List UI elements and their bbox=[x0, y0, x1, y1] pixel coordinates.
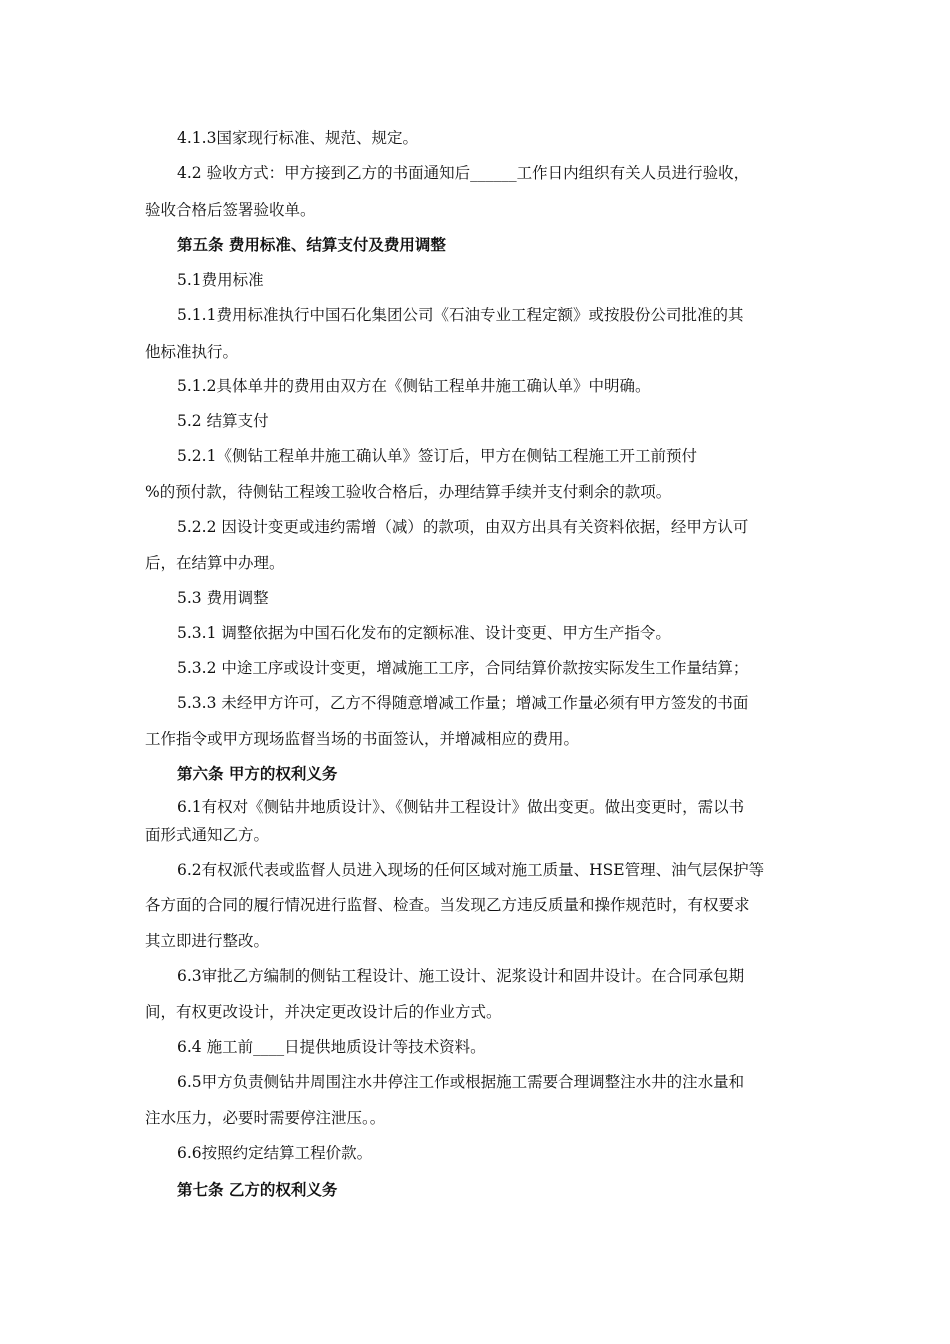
article-6-heading: 第六条 甲方的权利义务 bbox=[177, 764, 338, 783]
clause-4-1-3: 4.1.3国家现行标准、规范、规定。 bbox=[177, 129, 418, 147]
clause-6-1: 6.1有权对《侧钻井地质设计》、《侧钻井工程设计》做出变更。做出变更时，需以书 bbox=[177, 798, 745, 816]
clause-6-5-cont: 注水压力，必要时需要停注泄压。。 bbox=[145, 1109, 386, 1127]
clause-5-1-1-cont: 他标准执行。 bbox=[145, 343, 239, 361]
clause-5-2-1: 5.2.1《侧钻工程单井施工确认单》签订后，甲方在侧钻工程施工开工前预付 bbox=[177, 447, 697, 465]
clause-5-2-1-cont: %的预付款，待侧钻工程竣工验收合格后，办理结算手续并支付剩余的款项。 bbox=[145, 483, 672, 501]
article-7-heading: 第七条 乙方的权利义务 bbox=[177, 1180, 338, 1199]
clause-6-1-cont: 面形式通知乙方。 bbox=[145, 826, 270, 844]
clause-6-2-cont-2: 其立即进行整改。 bbox=[145, 932, 270, 950]
clause-5-1-1: 5.1.1费用标准执行中国石化集团公司《石油专业工程定额》或按股份公司批准的其 bbox=[177, 306, 744, 324]
clause-5-3: 5.3 费用调整 bbox=[177, 589, 269, 607]
clause-5-1: 5.1费用标准 bbox=[177, 271, 264, 289]
clause-5-2-2-cont: 后，在结算中办理。 bbox=[145, 554, 285, 572]
clause-4-2: 4.2 验收方式：甲方接到乙方的书面通知后______工作日内组织有关人员进行验收， bbox=[177, 164, 750, 182]
clause-5-3-3: 5.3.3 未经甲方许可，乙方不得随意增减工作量；增减工作量必须有甲方签发的书面 bbox=[177, 694, 749, 712]
clause-6-5: 6.5甲方负责侧钻井周围注水井停注工作或根据施工需要合理调整注水井的注水量和 bbox=[177, 1073, 745, 1091]
clause-4-2-cont: 验收合格后签署验收单。 bbox=[145, 201, 316, 219]
article-5-heading: 第五条 费用标准、结算支付及费用调整 bbox=[177, 235, 446, 254]
clause-6-2-cont-1: 各方面的合同的履行情况进行监督、检查。当发现乙方违反质量和操作规范时，有权要求 bbox=[145, 896, 750, 914]
clause-5-2: 5.2 结算支付 bbox=[177, 412, 269, 430]
clause-6-3: 6.3审批乙方编制的侧钻工程设计、施工设计、泥浆设计和固井设计。在合同承包期 bbox=[177, 967, 745, 985]
clause-6-2: 6.2有权派代表或监督人员进入现场的任何区域对施工质量、HSE管理、油气层保护等 bbox=[177, 861, 765, 879]
clause-5-1-2: 5.1.2具体单井的费用由双方在《侧钻工程单井施工确认单》中明确。 bbox=[177, 377, 651, 395]
clause-6-6: 6.6按照约定结算工程价款。 bbox=[177, 1144, 373, 1162]
clause-5-2-2: 5.2.2 因设计变更或违约需增（减）的款项，由双方出具有关资料依据，经甲方认可 bbox=[177, 518, 749, 536]
clause-6-3-cont: 间，有权更改设计，并决定更改设计后的作业方式。 bbox=[145, 1003, 502, 1021]
clause-5-3-2: 5.3.2 中途工序或设计变更，增减施工工序，合同结算价款按实际发生工作量结算； bbox=[177, 659, 749, 677]
clause-6-4: 6.4 施工前____日提供地质设计等技术资料。 bbox=[177, 1038, 486, 1056]
clause-5-3-3-cont: 工作指令或甲方现场监督当场的书面签认，并增减相应的费用。 bbox=[145, 730, 580, 748]
clause-5-3-1: 5.3.1 调整依据为中国石化发布的定额标准、设计变更、甲方生产指令。 bbox=[177, 624, 671, 642]
